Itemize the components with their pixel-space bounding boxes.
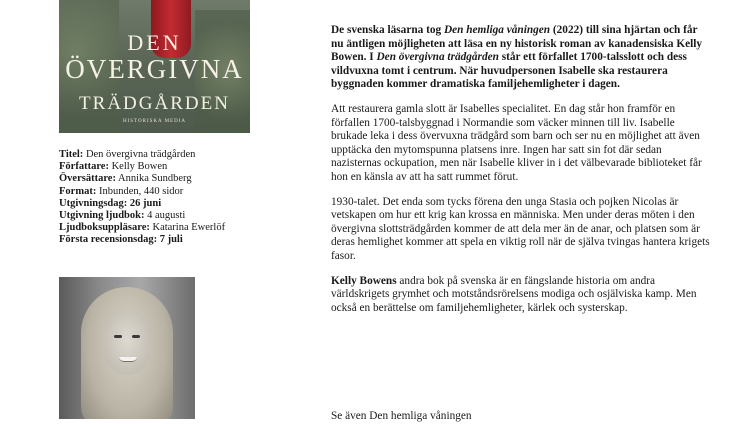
- truncated-line: Se även Den hemliga våningen: [331, 410, 472, 422]
- meta-row: Format: Inbunden, 440 sidor: [59, 185, 184, 197]
- author-photo: [59, 277, 195, 419]
- press-release-body: [331, 24, 711, 326]
- book-cover: [59, 0, 250, 133]
- body-paragraph: Kelly Bowens andra bok på svenska är en fängslande historia om andra världskrigets grymhet och motståndsrörelsens modiga och osjälviska kamp. Men också en berättelse om familjehemligheter, kärlek och systerskap.: [331, 274, 697, 314]
- cover-title-line3: TRÄDGÅRDEN: [79, 93, 230, 114]
- meta-row: Utgivningsdag: 26 juni: [59, 197, 162, 209]
- body-paragraph: 1930-talet. Det enda som tycks förena den unga Stasia och pojken Nicolas är vetskapen om hur ett krig kan krossa en människa. Men under deras möten i den övergivna slottsträdgården kommer de att dela mer än de anar, och platsen som är deras hemlighet kommer att spela en viktig roll när de själva tvingas hantera krigets fasor.: [331, 195, 710, 262]
- lead-paragraph: De svenska läsarna tog Den hemliga våningen (2022) till sina hjärtan och får nu äntligen möjligheten att läsa en ny historisk roman av kanadensiska Kelly Bowen. I Den övergivna trädgården står ett förfallet 1700-talsslott och dess vildvuxna tomt i centrum. När huvudpersonen Isabelle ska restaurera byggnaden kommer dramatiska familjehemligheter i dagen.: [331, 24, 703, 91]
- book-metadata: [59, 149, 299, 247]
- meta-row: Utgivning ljudbok: 4 augusti: [59, 210, 186, 222]
- meta-row: Författare: Kelly Bowen: [59, 161, 168, 173]
- cover-title-line2: ÖVERGIVNA: [65, 54, 244, 84]
- cover-title-line1: DEN: [127, 30, 182, 55]
- meta-row: Ljudboksuppläsare: Katarina Ewerlöf: [59, 222, 226, 234]
- meta-row: Titel: Den övergivna trädgården: [59, 149, 196, 160]
- cover-publisher: HISTORISKA MEDIA: [123, 119, 186, 124]
- body-paragraph: Att restaurera gamla slott är Isabelles specialitet. En dag står hon framför en förfallen 1700-talsbyggnad i Normandie som väcker minnen till liv. Isabelle brukade leka i dess övervuxna trädgård som barn och ser nu en möjlighet att även upptäcka den mytomspunna platsens inre. Ingen har satt sin fot där sedan nazisternas ockupation, men när Isabelle kliver in i det välbevarade biblioteket får hon en känsla av att ha satt rummet förut.: [331, 102, 702, 183]
- meta-row: Första recensionsdag: 7 juli: [59, 234, 183, 246]
- meta-row: Översättare: Annika Sundberg: [59, 173, 192, 185]
